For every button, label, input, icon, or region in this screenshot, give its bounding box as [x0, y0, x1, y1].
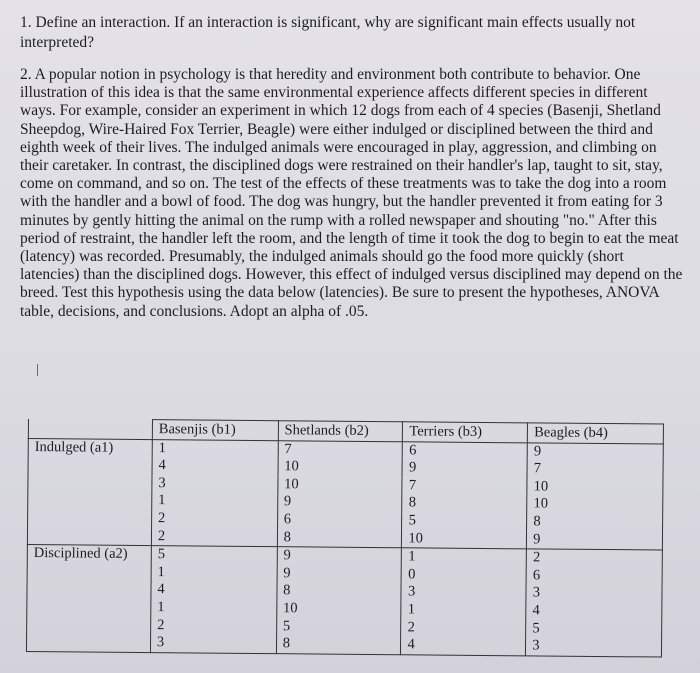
- group-label-empty: [27, 598, 151, 617]
- table-cell: 9: [527, 531, 663, 550]
- column-header-terriers: Terriers (b3): [403, 422, 528, 443]
- table-cell: 10: [402, 530, 527, 549]
- corner-cell: [28, 419, 152, 440]
- group-label-empty: [27, 616, 151, 635]
- table-cell: 1: [152, 492, 278, 511]
- table-cell: 2: [151, 617, 277, 636]
- question-1: 1. Define an interaction. If an interaction is significant, why are significant main effects usually not interpreted?: [20, 14, 636, 51]
- table-cell: 3: [526, 585, 662, 604]
- table-cell: 1: [152, 439, 278, 458]
- table-cell: 6: [277, 511, 402, 530]
- question-2: [20, 66, 685, 321]
- table-cell: 8: [402, 495, 527, 514]
- table-cell: 10: [276, 600, 401, 619]
- table-cell: 9: [527, 442, 663, 461]
- table-cell: 1: [402, 548, 527, 567]
- table-cell: 9: [277, 565, 402, 584]
- group-label-empty: [27, 527, 151, 546]
- table-cell: 7: [402, 477, 527, 496]
- group-label-empty: [26, 633, 150, 652]
- group-label-empty: [28, 509, 152, 528]
- table-cell: 2: [151, 528, 277, 547]
- group-label: Indulged (a1): [28, 438, 152, 457]
- table-cell: 9: [277, 494, 402, 513]
- text-cursor: [37, 364, 38, 376]
- group-label-empty: [28, 474, 152, 493]
- table-cell: 7: [278, 440, 403, 459]
- question-2-text: 2. A popular notion in psychology is that heredity and environment both contribute to behavior. One illustration of this idea is that the same environmental experience affects different species in different ways. For example, consider an experiment in which 12 dogs from each of 4 species (Basenji, Shetland Sheepdog, Wire-Haired Fox Terrier, Beagle) were either indulged or disciplined between the third and eighth week of their lives. The indulged animals were encouraged in play, aggression, and climbing on their caretaker. In contrast, the disciplined dogs were restrained on their handler's lap, taught to sit, stay, come on command, and so on. The test of the effects of these treatments was to take the dog into a room with the handler and a bowl of food. The dog was hungry, but the handler prevented it from eating for 3 minutes by gently hitting the animal on the rump with a rolled newspaper and shouting "no." After this period of restraint, the handler left the room, and the length of time it took the dog to begin to eat the meat (latency) was recorded. Presumably, the indulged animals should go the food more quickly (short latencies) than the disciplined dogs. However, this effect of indulged versus disciplined may depend on the breed. Test this hypothesis using the data below (latencies). Be sure to present the hypotheses, ANOVA table, decisions, and conclusions. Adopt an alpha of .05.: [20, 66, 683, 320]
- table-cell: 3: [526, 637, 662, 656]
- table-cell: 4: [152, 457, 278, 476]
- table-cell: 6: [403, 441, 528, 460]
- table-cell: 5: [526, 620, 662, 639]
- table-cell: 10: [278, 476, 403, 495]
- table-cell: 1: [151, 564, 277, 583]
- table-cell: 10: [527, 478, 663, 497]
- group-label-empty: [27, 580, 151, 599]
- group-label: Disciplined (a2): [27, 545, 151, 564]
- table-body: [26, 438, 663, 657]
- table-cell: 0: [402, 566, 527, 585]
- table-cell: 8: [527, 513, 663, 532]
- table-cell: 2: [526, 549, 662, 568]
- table-cell: 4: [401, 636, 526, 655]
- table-cell: 7: [527, 461, 663, 480]
- table-cell: 8: [276, 635, 401, 654]
- table-cell: 9: [402, 459, 527, 478]
- table-cell: 1: [401, 601, 526, 620]
- latency-data-table: [26, 418, 664, 657]
- table-cell: 5: [402, 512, 527, 531]
- group-label-empty: [28, 456, 152, 475]
- table-cell: 3: [150, 634, 276, 653]
- table-cell: 4: [526, 602, 662, 621]
- table-cell: 1: [151, 599, 277, 618]
- table-cell: 10: [278, 458, 403, 477]
- table-cell: 5: [151, 546, 277, 565]
- table-cell: 6: [526, 567, 662, 586]
- column-header-shetlands: Shetlands (b2): [278, 421, 403, 442]
- table-cell: 8: [277, 583, 402, 602]
- table-cell: 8: [277, 529, 402, 548]
- group-label-empty: [28, 491, 152, 510]
- table-cell: 2: [151, 510, 277, 529]
- group-label-empty: [27, 563, 151, 582]
- table-cell: 3: [401, 584, 526, 603]
- column-header-beagles: Beagles (b4): [528, 423, 664, 444]
- column-header-basenjis: Basenjis (b1): [152, 420, 278, 441]
- table-cell: 9: [277, 547, 402, 566]
- table-cell: 4: [151, 581, 277, 600]
- table-cell: 5: [276, 618, 401, 637]
- table-cell: 3: [152, 475, 278, 494]
- table-cell: 2: [401, 619, 526, 638]
- table-cell: 10: [527, 496, 663, 515]
